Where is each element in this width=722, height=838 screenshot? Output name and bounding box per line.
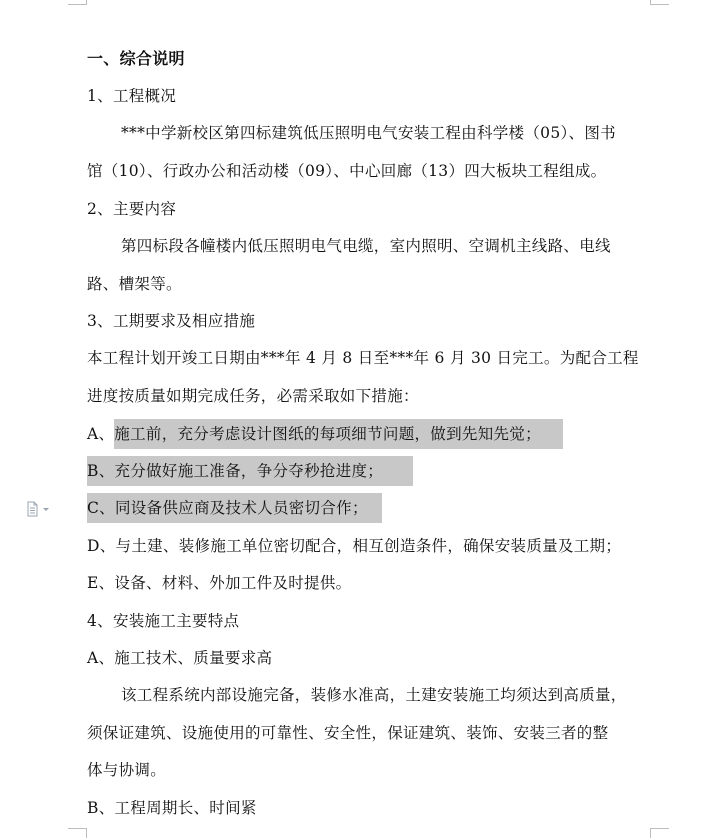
measure-item-e: E、设备、材料、外加工件及时提供。 — [87, 574, 352, 592]
measure-item-c — [87, 497, 382, 519]
section-4-title: 4、安装施工主要特点 — [87, 612, 240, 630]
section-1-title: 1、工程概况 — [87, 87, 177, 105]
section-3-paragraph-line-2: 进度按质量如期完成任务，必需采取如下措施： — [87, 387, 419, 405]
section-4-paragraph-line-1: 该工程系统内部设施完备，装修水准高，土建安装施工均须达到高质量， — [121, 686, 627, 704]
measure-item-a — [87, 423, 563, 445]
section-4-item-b: B、工程周期长、时间紧 — [87, 799, 257, 817]
measure-item-d: D、与土建、装修施工单位密切配合，相互创造条件，确保安装质量及工期； — [87, 537, 622, 555]
crop-mark-bottom-right — [650, 828, 669, 838]
crop-mark-bottom-left — [68, 828, 87, 838]
section-2-title: 2、主要内容 — [87, 200, 177, 218]
section-3-paragraph-line-1: 本工程计划开竣工日期由***年 4 月 8 日至***年 6 月 30 日完工。为配合工程 — [87, 349, 639, 367]
measure-item-a-highlighted-text[interactable]: 施工前，充分考虑设计图纸的每项细节问题，做到先知先觉； — [114, 419, 563, 449]
crop-mark-top-left — [68, 0, 87, 5]
heading-general-description: 一、综合说明 — [87, 49, 185, 68]
measure-item-b — [87, 460, 413, 482]
section-4-paragraph-line-3: 体与协调。 — [87, 761, 167, 779]
measure-item-b-highlighted-text[interactable]: B、充分做好施工准备，争分夺秒抢进度； — [87, 456, 413, 486]
section-3-title: 3、工期要求及相应措施 — [87, 312, 256, 330]
section-4-item-a: A、施工技术、质量要求高 — [87, 649, 273, 667]
document-options-icon[interactable] — [26, 501, 52, 517]
section-4-paragraph-line-2: 须保证建筑、设施使用的可靠性、安全性，保证建筑、装饰、安装三者的整 — [87, 724, 609, 742]
section-2-paragraph-line-1: 第四标段各幢楼内低压照明电气电缆，室内照明、空调机主线路、电线 — [121, 237, 611, 255]
measure-item-c-highlighted-text[interactable]: C、同设备供应商及技术人员密切合作； — [87, 493, 382, 523]
section-2-paragraph-line-2: 路、槽架等。 — [87, 275, 182, 293]
section-1-paragraph-line-2: 馆（10）、行政办公和活动楼（09）、中心回廊（13）四大板块工程组成。 — [87, 162, 607, 180]
section-1-paragraph-line-1: ***中学新校区第四标建筑低压照明电气安装工程由科学楼（05）、图书 — [121, 124, 616, 142]
crop-mark-top-right — [650, 0, 669, 5]
measure-item-a-prefix: A、 — [87, 425, 115, 443]
